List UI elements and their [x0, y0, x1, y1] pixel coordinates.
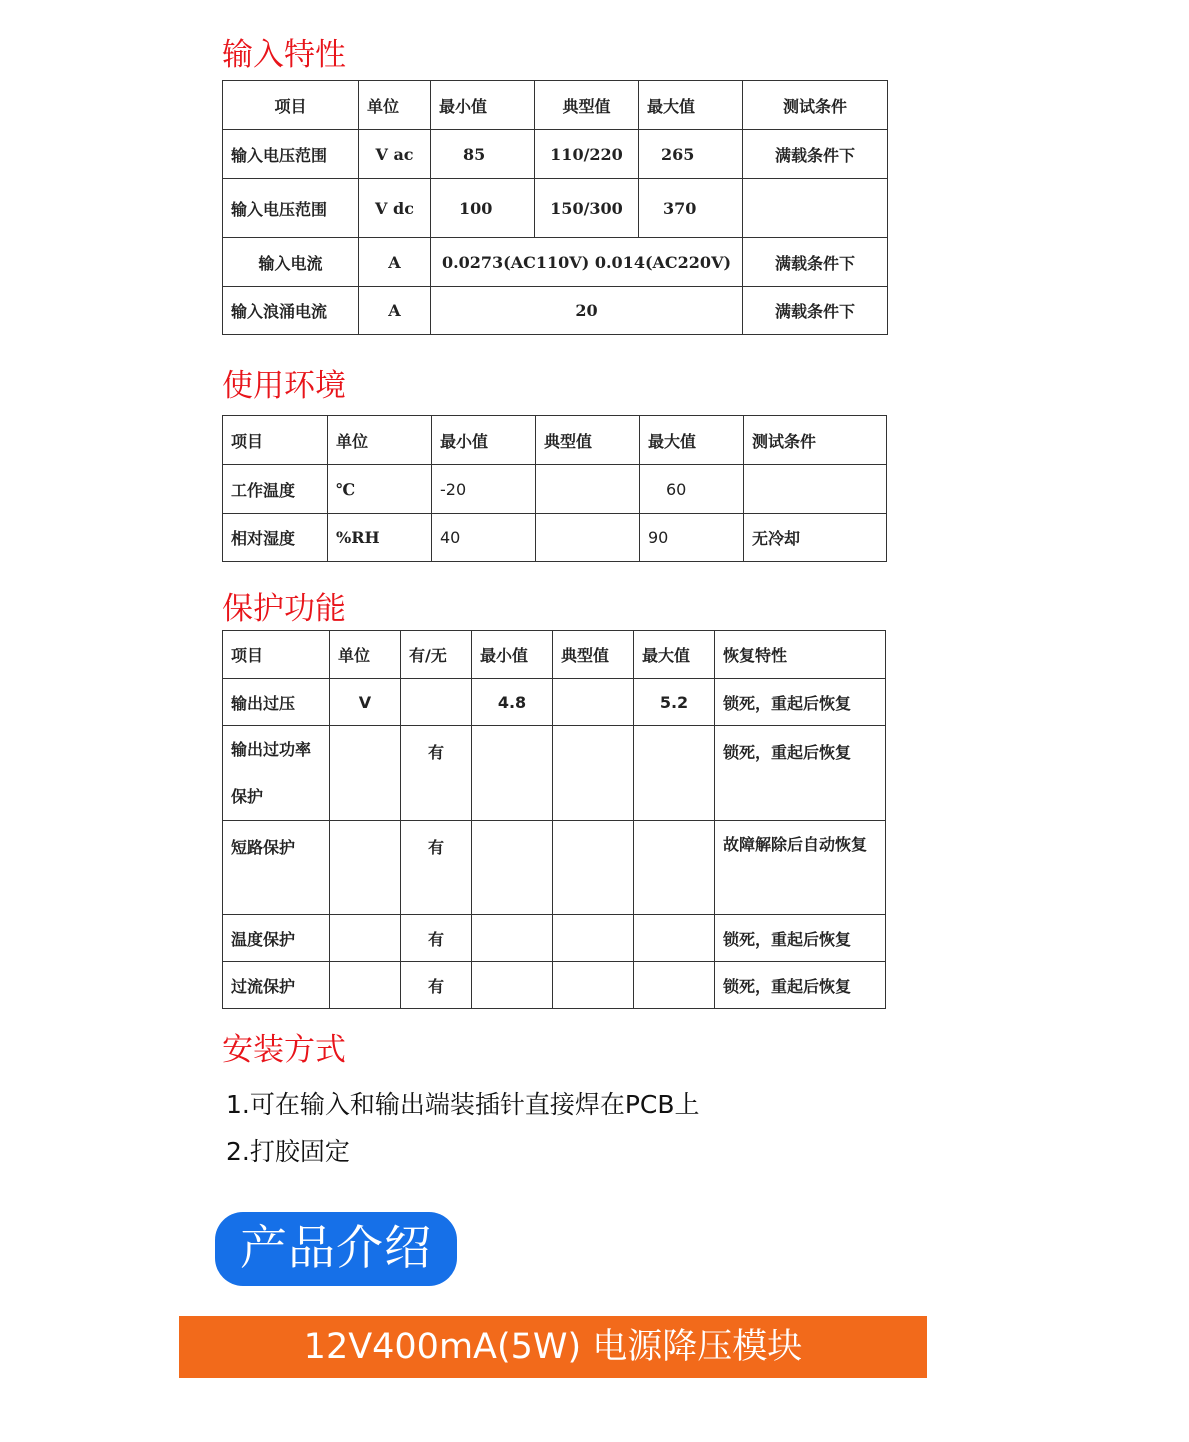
- table-row: [223, 915, 886, 962]
- install-section-title: 安装方式: [222, 1032, 346, 1068]
- condition-cell: 满载条件下: [743, 238, 888, 287]
- unit-cell: [330, 962, 401, 1009]
- value-merged-cell: 0.0273(AC110V) 0.014(AC220V): [431, 238, 743, 287]
- value-merged-cell: 20: [431, 287, 743, 335]
- table-header-row: [223, 81, 888, 130]
- max-cell: 60: [640, 465, 744, 514]
- header-cell: 最小值: [432, 416, 536, 465]
- min-cell: 40: [432, 514, 536, 562]
- product-name-banner: 12V400mA(5W) 电源降压模块: [179, 1316, 927, 1378]
- min-cell: [472, 726, 553, 821]
- max-cell: 265: [639, 130, 743, 179]
- min-cell: 4.8: [472, 679, 553, 726]
- header-cell: 典型值: [535, 81, 639, 130]
- unit-cell: [330, 821, 401, 915]
- max-cell: [634, 821, 715, 915]
- max-cell: 90: [640, 514, 744, 562]
- protection-table: [222, 630, 886, 1009]
- table-row: [223, 726, 886, 821]
- install-step-1: 1.可在输入和输出端装插针直接焊在PCB上: [226, 1090, 700, 1119]
- has-cell: 有: [401, 726, 472, 821]
- min-cell: 85: [431, 130, 535, 179]
- header-cell: 单位: [359, 81, 431, 130]
- min-cell: [472, 821, 553, 915]
- typ-cell: [553, 726, 634, 821]
- typ-cell: [536, 465, 640, 514]
- has-cell: 有: [401, 821, 472, 915]
- unit-cell: A: [359, 238, 431, 287]
- condition-cell: 满载条件下: [743, 287, 888, 335]
- header-cell: 典型值: [553, 631, 634, 679]
- header-cell: 典型值: [536, 416, 640, 465]
- header-cell: 单位: [328, 416, 432, 465]
- table-row: [223, 465, 887, 514]
- protect-section-title: 保护功能: [222, 591, 346, 627]
- table-row: [223, 238, 888, 287]
- condition-cell: 无冷却: [744, 514, 887, 562]
- min-cell: [472, 962, 553, 1009]
- unit-cell: V: [330, 679, 401, 726]
- recover-cell: 锁死，重起后恢复: [715, 915, 886, 962]
- input-spec-table: [222, 80, 888, 335]
- has-cell: [401, 679, 472, 726]
- table-header-row: [223, 416, 887, 465]
- header-cell: 最大值: [634, 631, 715, 679]
- table-row: [223, 287, 888, 335]
- unit-cell: [330, 726, 401, 821]
- typ-cell: [553, 679, 634, 726]
- max-cell: 370: [639, 179, 743, 238]
- install-step-2: 2.打胶固定: [226, 1137, 350, 1166]
- env-spec-table: [222, 415, 887, 562]
- table-row: [223, 514, 887, 562]
- recover-cell: 故障解除后自动恢复: [715, 821, 886, 915]
- item-cell: 短路保护: [223, 821, 330, 915]
- min-cell: 100: [431, 179, 535, 238]
- header-cell: 最小值: [431, 81, 535, 130]
- item-cell: 工作温度: [223, 465, 328, 514]
- unit-cell: %RH: [328, 514, 432, 562]
- header-cell: 最小值: [472, 631, 553, 679]
- table-row: [223, 130, 888, 179]
- header-cell: 单位: [330, 631, 401, 679]
- table-row: [223, 821, 886, 915]
- header-cell: 最大值: [640, 416, 744, 465]
- table-row: [223, 679, 886, 726]
- has-cell: 有: [401, 962, 472, 1009]
- env-section-title: 使用环境: [222, 368, 346, 404]
- unit-cell: ℃: [328, 465, 432, 514]
- min-cell: [472, 915, 553, 962]
- typ-cell: [536, 514, 640, 562]
- item-cell: 输入浪涌电流: [223, 287, 359, 335]
- table-row: [223, 179, 888, 238]
- has-cell: 有: [401, 915, 472, 962]
- recover-cell: 锁死，重起后恢复: [715, 726, 886, 821]
- condition-cell: [744, 465, 887, 514]
- max-cell: [634, 962, 715, 1009]
- unit-cell: A: [359, 287, 431, 335]
- item-cell: 相对湿度: [223, 514, 328, 562]
- header-cell: 项目: [223, 81, 359, 130]
- max-cell: 5.2: [634, 679, 715, 726]
- recover-cell: 锁死，重起后恢复: [715, 962, 886, 1009]
- header-cell: 有/无: [401, 631, 472, 679]
- typ-cell: [553, 821, 634, 915]
- max-cell: [634, 915, 715, 962]
- header-cell: 测试条件: [744, 416, 887, 465]
- condition-cell: [743, 179, 888, 238]
- recover-cell: 锁死，重起后恢复: [715, 679, 886, 726]
- item-cell: 输入电压范围: [223, 130, 359, 179]
- item-cell: 温度保护: [223, 915, 330, 962]
- typ-cell: 150/300: [535, 179, 639, 238]
- min-cell: -20: [432, 465, 536, 514]
- table-header-row: [223, 631, 886, 679]
- condition-cell: 满载条件下: [743, 130, 888, 179]
- item-cell: 输出过功率保护: [223, 726, 330, 821]
- unit-cell: V dc: [359, 179, 431, 238]
- max-cell: [634, 726, 715, 821]
- unit-cell: V ac: [359, 130, 431, 179]
- header-cell: 恢复特性: [715, 631, 886, 679]
- input-section-title: 输入特性: [222, 37, 346, 73]
- header-cell: 测试条件: [743, 81, 888, 130]
- typ-cell: 110/220: [535, 130, 639, 179]
- typ-cell: [553, 962, 634, 1009]
- header-cell: 最大值: [639, 81, 743, 130]
- item-cell: 输入电流: [223, 238, 359, 287]
- header-cell: 项目: [223, 416, 328, 465]
- item-cell: 过流保护: [223, 962, 330, 1009]
- header-cell: 项目: [223, 631, 330, 679]
- product-intro-badge: 产品介绍: [215, 1212, 457, 1286]
- typ-cell: [553, 915, 634, 962]
- item-cell: 输出过压: [223, 679, 330, 726]
- unit-cell: [330, 915, 401, 962]
- item-cell: 输入电压范围: [223, 179, 359, 238]
- table-row: [223, 962, 886, 1009]
